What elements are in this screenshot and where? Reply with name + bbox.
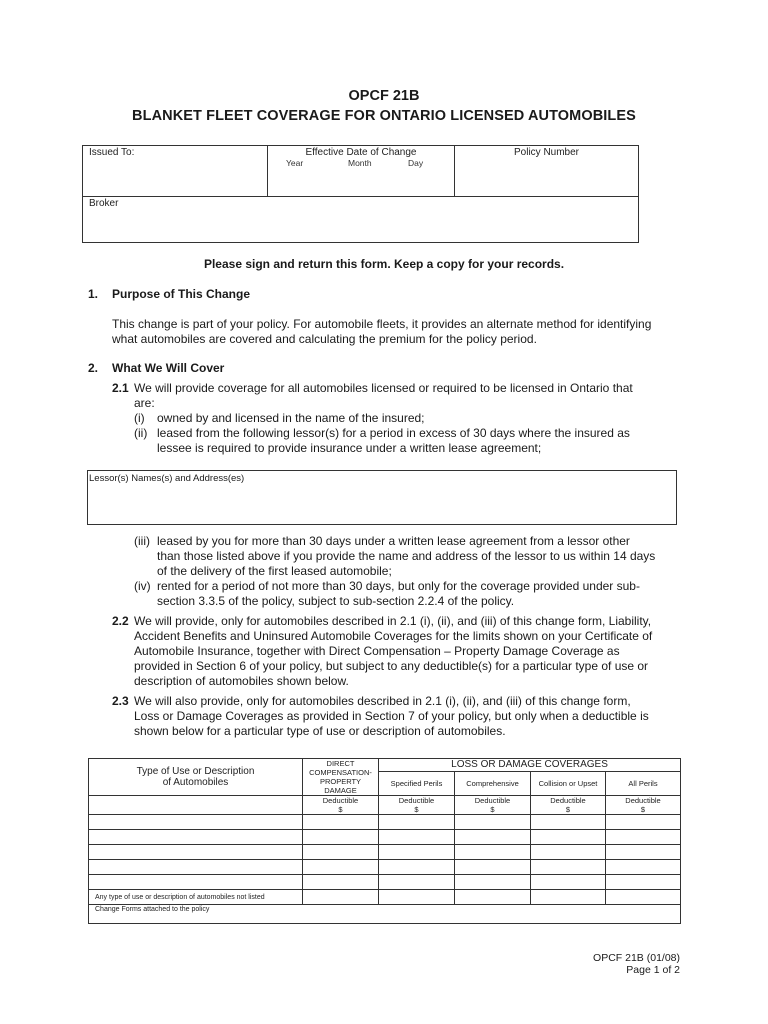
- section-1-line: what automobiles are covered and calculating the premium for the policy period.: [112, 332, 537, 346]
- sp-cell[interactable]: [379, 815, 455, 830]
- dcpd-header-line: DIRECT: [326, 759, 355, 768]
- subsection-2-2-number: 2.2: [112, 614, 129, 628]
- dcpd-header-line: DAMAGE: [324, 786, 357, 795]
- type-cell[interactable]: [89, 860, 303, 875]
- all-perils-cell[interactable]: [606, 830, 681, 845]
- subsection-2-3-line: Loss or Damage Coverages as provided in Section 7 of your policy, but only when a deductible is: [134, 709, 649, 723]
- dcpd-cell[interactable]: [303, 830, 379, 845]
- item-iii-line: of the delivery of the first leased automobile;: [157, 564, 392, 578]
- collision-cell[interactable]: [531, 860, 606, 875]
- all-perils-cell[interactable]: [606, 845, 681, 860]
- dcpd-cell[interactable]: [303, 860, 379, 875]
- comp-cell[interactable]: [455, 830, 531, 845]
- section-1-heading: Purpose of This Change: [112, 287, 251, 301]
- not-listed-label: Any type of use or description of automobiles not listed: [89, 890, 303, 905]
- section-1-line: This change is part of your policy. For automobile fleets, it provides an alternate method for identifying: [112, 317, 652, 331]
- sp-cell[interactable]: [379, 830, 455, 845]
- all-perils-deductible-label: [606, 796, 681, 815]
- all-perils-header: All Perils: [606, 771, 681, 795]
- collision-cell[interactable]: [531, 890, 606, 905]
- type-cell[interactable]: [89, 845, 303, 860]
- policy-info-box: [82, 145, 639, 243]
- item-iv-text: [157, 579, 640, 609]
- sp-deductible-label: [379, 796, 455, 815]
- subsection-2-1-text: [134, 381, 633, 411]
- item-iii-marker: (iii): [134, 534, 150, 548]
- collision-cell[interactable]: [531, 830, 606, 845]
- all-perils-cell[interactable]: [606, 890, 681, 905]
- sp-cell[interactable]: [379, 845, 455, 860]
- item-i-marker: (i): [134, 411, 145, 425]
- dollar-sign: $: [490, 805, 495, 814]
- subsection-2-1-line: are:: [134, 396, 155, 410]
- sp-cell[interactable]: [379, 860, 455, 875]
- comp-cell[interactable]: [455, 815, 531, 830]
- dcpd-cell[interactable]: [303, 815, 379, 830]
- dcpd-header-line: PROPERTY: [319, 777, 362, 786]
- collision-deductible-label: [531, 796, 606, 815]
- collision-upset-header: Collision or Upset: [531, 771, 606, 795]
- subsection-2-2-line: We will provide, only for automobiles described in 2.1 (i), (ii), and (iii) of this change form, Liability,: [134, 614, 652, 628]
- item-iii-text: [157, 534, 655, 579]
- dcpd-cell[interactable]: [303, 875, 379, 890]
- all-perils-cell[interactable]: [606, 815, 681, 830]
- item-ii-text: [157, 426, 630, 456]
- broker-field[interactable]: [83, 197, 638, 242]
- subsection-2-3-line: We will also provide, only for automobiles described in 2.1 (i), (ii), and (iii) of this change form,: [134, 694, 631, 708]
- section-1-number: 1.: [88, 287, 99, 301]
- subsection-2-2-line: Automobile Insurance, together with Direct Compensation – Property Damage Coverage as: [134, 644, 620, 658]
- subsection-2-2-text: [134, 614, 652, 689]
- item-i-text: owned by and licensed in the name of the insured;: [157, 411, 425, 425]
- section-2-number: 2.: [88, 361, 99, 375]
- table-row: [89, 845, 681, 860]
- item-iv-line: rented for a period of not more than 30 days, but only for the coverage provided under sub-: [157, 579, 640, 593]
- policy-number-field[interactable]: [455, 146, 638, 196]
- subsection-2-1-line: We will provide coverage for all automobiles licensed or required to be licensed in Ontario that: [134, 381, 633, 395]
- type-header-line: of Automobiles: [162, 777, 229, 788]
- effective-date-field[interactable]: [268, 146, 455, 196]
- comprehensive-header: Comprehensive: [455, 771, 531, 795]
- section-1-text: [112, 317, 651, 347]
- change-forms-attached-field[interactable]: Change Forms attached to the policy: [89, 905, 681, 924]
- issued-to-field[interactable]: [83, 146, 268, 196]
- year-label: Year: [286, 158, 304, 168]
- comp-deductible-label: [455, 796, 531, 815]
- change-forms-row: [89, 905, 681, 924]
- broker-label: Broker: [89, 198, 119, 209]
- item-ii-marker: (ii): [134, 426, 148, 440]
- lessor-names-addresses-field[interactable]: [87, 470, 677, 525]
- collision-cell[interactable]: [531, 815, 606, 830]
- sp-cell[interactable]: [379, 875, 455, 890]
- page-footer: [593, 952, 680, 976]
- coverage-deductible-table: [88, 758, 681, 924]
- subsection-2-2-line: description of automobiles shown below.: [134, 674, 349, 688]
- lessor-box-label: Lessor(s) Names(s) and Address(es): [89, 473, 245, 484]
- deductible-label: Deductible: [550, 796, 586, 805]
- sign-return-instruction: Please sign and return this form. Keep a copy for your records.: [203, 257, 565, 271]
- table-row: [89, 860, 681, 875]
- deductible-blank: [89, 796, 303, 815]
- collision-cell[interactable]: [531, 845, 606, 860]
- issued-to-label: Issued To:: [89, 147, 135, 158]
- form-title: BLANKET FLEET COVERAGE FOR ONTARIO LICENSED AUTOMOBILES: [132, 108, 636, 124]
- sp-cell[interactable]: [379, 890, 455, 905]
- comp-cell[interactable]: [455, 860, 531, 875]
- subsection-2-2-line: provided in Section 6 of your policy, but subject to any deductible(s) for a particular type of use or: [134, 659, 649, 673]
- subsection-2-2-line: Accident Benefits and Uninsured Automobile Coverages for the limits shown on your Certificate of: [134, 629, 653, 643]
- table-row: [89, 875, 681, 890]
- specified-perils-header: Specified Perils: [379, 771, 455, 795]
- dcpd-header-line: COMPENSATION-: [309, 768, 372, 777]
- dcpd-cell[interactable]: [303, 845, 379, 860]
- form-version: OPCF 21B (01/08): [593, 952, 680, 964]
- table-row: [89, 830, 681, 845]
- dollar-sign: $: [565, 805, 571, 814]
- subsection-2-3-line: shown below for a particular type of use or description of automobiles.: [134, 724, 506, 738]
- collision-cell[interactable]: [531, 875, 606, 890]
- comp-cell[interactable]: [455, 875, 531, 890]
- type-of-use-header: [89, 759, 303, 796]
- comp-cell[interactable]: [455, 845, 531, 860]
- all-perils-cell[interactable]: [606, 875, 681, 890]
- item-iv-marker: (iv): [134, 579, 151, 593]
- dollar-sign: $: [414, 805, 419, 814]
- deductible-label: Deductible: [398, 796, 435, 805]
- deductible-label: Deductible: [625, 796, 661, 805]
- subsection-2-3-number: 2.3: [112, 694, 129, 708]
- item-ii-line: leased from the following lessor(s) for a period in excess of 30 days where the insured as: [157, 426, 630, 440]
- deductible-label: Deductible: [474, 796, 511, 805]
- type-cell[interactable]: [89, 875, 303, 890]
- dollar-sign: $: [338, 805, 343, 814]
- item-iii-line: leased by you for more than 30 days under a written lease agreement from a lessor other: [157, 534, 630, 548]
- loss-damage-coverages-header: LOSS OR DAMAGE COVERAGES: [379, 759, 681, 772]
- all-perils-cell[interactable]: [606, 860, 681, 875]
- type-header-line: Type of Use or Description: [136, 766, 255, 777]
- table-row: [89, 815, 681, 830]
- policy-number-label: Policy Number: [513, 147, 580, 158]
- item-iii-line: than those listed above if you provide the name and address of the lessor to us within 14 days: [157, 549, 656, 563]
- not-listed-row: [89, 890, 681, 905]
- item-iv-line: section 3.3.5 of the policy, subject to sub-section 2.2.4 of the policy.: [157, 594, 515, 608]
- dcpd-header: [303, 759, 379, 796]
- comp-cell[interactable]: [455, 890, 531, 905]
- form-code-title: OPCF 21B: [348, 88, 420, 104]
- subsection-2-1-number: 2.1: [112, 381, 129, 395]
- section-2-heading: What We Will Cover: [112, 361, 225, 375]
- dollar-sign: $: [640, 805, 646, 814]
- month-label: Month: [348, 158, 372, 168]
- item-ii-line: lessee is required to provide insurance under a written lease agreement;: [157, 441, 542, 455]
- type-cell[interactable]: [89, 815, 303, 830]
- type-cell[interactable]: [89, 830, 303, 845]
- effective-date-label: Effective Date of Change: [305, 147, 417, 158]
- dcpd-deductible-label: [303, 796, 379, 815]
- day-label: Day: [408, 158, 424, 168]
- deductible-label: Deductible: [322, 796, 359, 805]
- page-number: Page 1 of 2: [626, 964, 680, 976]
- dcpd-cell[interactable]: [303, 890, 379, 905]
- subsection-2-3-text: [134, 694, 649, 739]
